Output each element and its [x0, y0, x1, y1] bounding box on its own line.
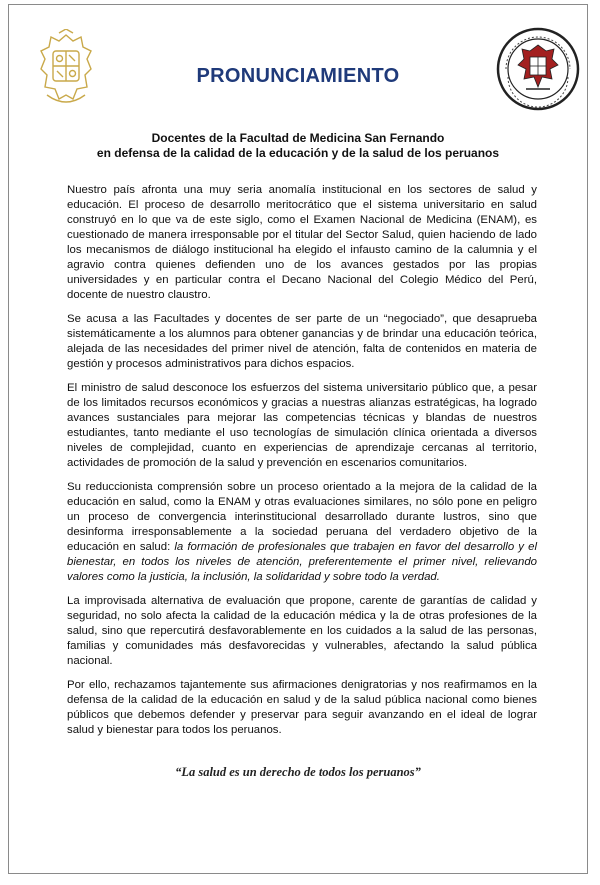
- page-title: PRONUNCIAMIENTO: [196, 65, 400, 87]
- paragraph-4-italic: la formación de profesionales que trabajen en favor del desarrollo y el bienestar, en todos los niveles de atención, preferentemente el primer nivel, relievando valores como la justicia, la inclusión, la solidaridad y sobre todo la verdad.: [67, 541, 537, 583]
- paragraph-2: Se acusa a las Facultades y docentes de ser parte de un “negociado”, que desaprueba sistemáticamente a los alumnos para obtener ganancias y de brindar una educación teórica, alejada de las necesidades del primer nivel de atención, falta de contenidos en materia de gestión y procesos administrativos para dichos espacios.: [67, 313, 537, 370]
- document-body: [67, 183, 537, 747]
- paragraph-5: La improvisada alternativa de evaluación que propone, carente de garantías de calidad y seguridad, no solo afecta la calidad de la educación médica y la de otras profesiones de la salud, sino que repercutirá desfavorablemente en los cuidados a la salud de las personas, familias y comunidades más desfavorecidas y vulnerables, afectando la salud pública nacional.: [67, 595, 537, 667]
- faculty-medicine-seal-icon: [496, 27, 580, 111]
- document-subtitle: [29, 131, 567, 161]
- paragraph-1: Nuestro país afronta una muy seria anomalía institucional en los sectores de salud y educación. El proceso de desarrollo meritocrático que el sistema universitario en salud construyó en lo que va de este siglo, como el Examen Nacional de Medicina (ENAM), es cuestionado de manera irresponsable por el titular del Sector Salud, quien haciendo de lado los mecanismos de diálogo institucional ha elegido el infausto camino de la calumnia y el agravio contra quienes defienden uno de los avances gestados por las propias universidades y en particular contra el Decano Nacional del Colegio Médico del Perú, docente de nuestro claustro.: [67, 184, 537, 301]
- subtitle-line-2: en defensa de la calidad de la educación y de la salud de los peruanos: [96, 146, 500, 160]
- paragraph-4-text: Su reduccionista comprensión sobre un proceso orientado a la mejora de la calidad de la educación en salud, como la ENAM y otras evaluaciones similares, no sólo pone en peligro un proceso de convergencia interinstitucional desarrollado durante lustros, sino que desinforma irresponsablemente a la sociedad peruana del verdadero objetivo de la educación en salud:: [67, 481, 537, 553]
- closing-quote: “La salud es un derecho de todos los peruanos”: [175, 765, 421, 779]
- paragraph-3: El ministro de salud desconoce los esfuerzos del sistema universitario público que, a pesar de los limitados recursos económicos y gracias a nuestras alianzas estratégicas, ha logrado avances sustanciales para mejorar las competencias técnicas y blandas de nuestros estudiantes, tanto mediante el uso tecnologías de simulación clínica orientada a diversos niveles de complejidad, cuanto en experiencias de aprendizaje cercanas al territorio, actividades de promoción de la salud y prevención en escenarios comunitarios.: [67, 382, 537, 469]
- subtitle-line-1: Docentes de la Facultad de Medicina San Fernando: [151, 131, 445, 145]
- paragraph-4: [67, 480, 537, 585]
- paragraph-6: Por ello, rechazamos tajantemente sus afirmaciones denigratorias y nos reafirmamos en la defensa de la calidad de la educación en salud y de la salud pública nacional como bienes públicos que debemos defender y preservar para seguir avanzando en el ideal de lograr salud y bienestar para todos los peruanos.: [67, 679, 537, 736]
- document-page: [8, 4, 588, 874]
